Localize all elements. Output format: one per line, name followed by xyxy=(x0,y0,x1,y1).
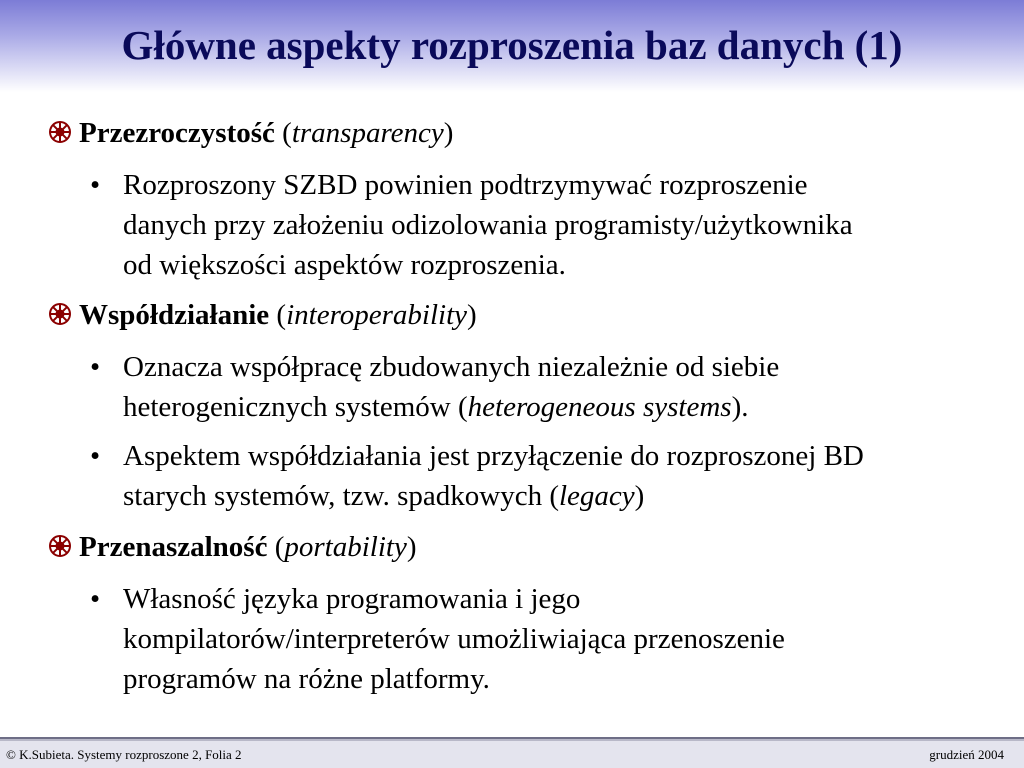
bullet-text-part: heterogenicznych systemów ( xyxy=(123,391,468,423)
bullet-line xyxy=(123,476,1013,516)
bullet-line: Własność języka programowania i jego xyxy=(123,583,581,615)
bullet-text-part: starych systemów, tzw. spadkowych ( xyxy=(123,480,559,512)
bullet-dot: • xyxy=(90,351,101,383)
bullet-line: Rozproszony SZBD powinien podtrzymywać rozproszenie xyxy=(123,169,808,201)
paren-close: ) xyxy=(467,299,477,331)
bullet-text-part: ). xyxy=(731,391,749,423)
bullet-text-part: ) xyxy=(634,480,645,512)
bullet-italic-term: heterogeneous systems xyxy=(467,391,732,423)
paren-close: ) xyxy=(406,531,417,563)
wheel-icon xyxy=(47,119,73,145)
bullet-dot: • xyxy=(90,583,101,615)
bullet-line: kompilatorów/interpreterów umożliwiająca przenoszenie xyxy=(123,623,785,655)
slide-title: Główne aspekty rozproszenia baz danych (1) xyxy=(121,22,903,68)
bullet-line: od większości aspektów rozproszenia. xyxy=(123,249,566,281)
paren-open: ( xyxy=(267,531,285,563)
section-heading: Przenaszalność xyxy=(79,531,268,563)
section-term: interoperability xyxy=(286,299,468,331)
footer xyxy=(0,741,1024,768)
section-portability xyxy=(47,527,417,567)
slide-content xyxy=(0,104,1024,724)
wheel-icon xyxy=(47,301,73,327)
section-transparency xyxy=(47,113,453,153)
bullet-line: Oznacza współpracę zbudowanych niezależnie od siebie xyxy=(123,351,780,383)
footer-copyright: © K.Subieta. Systemy rozproszone 2, Folia 2 xyxy=(6,747,242,762)
bullet-dot: • xyxy=(90,440,101,472)
section-interoperability xyxy=(47,295,477,335)
paren-open: ( xyxy=(269,299,287,331)
bullet-dot: • xyxy=(90,169,101,201)
bullet-text xyxy=(123,436,1013,516)
section-term: portability xyxy=(284,531,407,563)
footer-date: grudzień 2004 xyxy=(929,747,1004,762)
bullet-line xyxy=(123,387,1013,427)
bullet-line: danych przy założeniu odizolowania programisty/użytkownika xyxy=(123,209,853,241)
section-term: transparency xyxy=(291,117,444,149)
wheel-icon xyxy=(47,533,73,559)
bullet-line: Aspektem współdziałania jest przyłączenie do rozproszonej BD xyxy=(123,440,864,472)
bullet-text xyxy=(123,347,1013,427)
paren-close: ) xyxy=(443,117,454,149)
section-heading: Przezroczystość xyxy=(79,117,275,149)
section-heading: Współdziałanie xyxy=(79,299,270,331)
bullet-text xyxy=(123,579,1013,699)
bullet-italic-term: legacy xyxy=(558,480,635,512)
bullet-line: programów na różne platformy. xyxy=(123,663,490,695)
bullet-text xyxy=(123,165,1013,285)
paren-open: ( xyxy=(274,117,292,149)
